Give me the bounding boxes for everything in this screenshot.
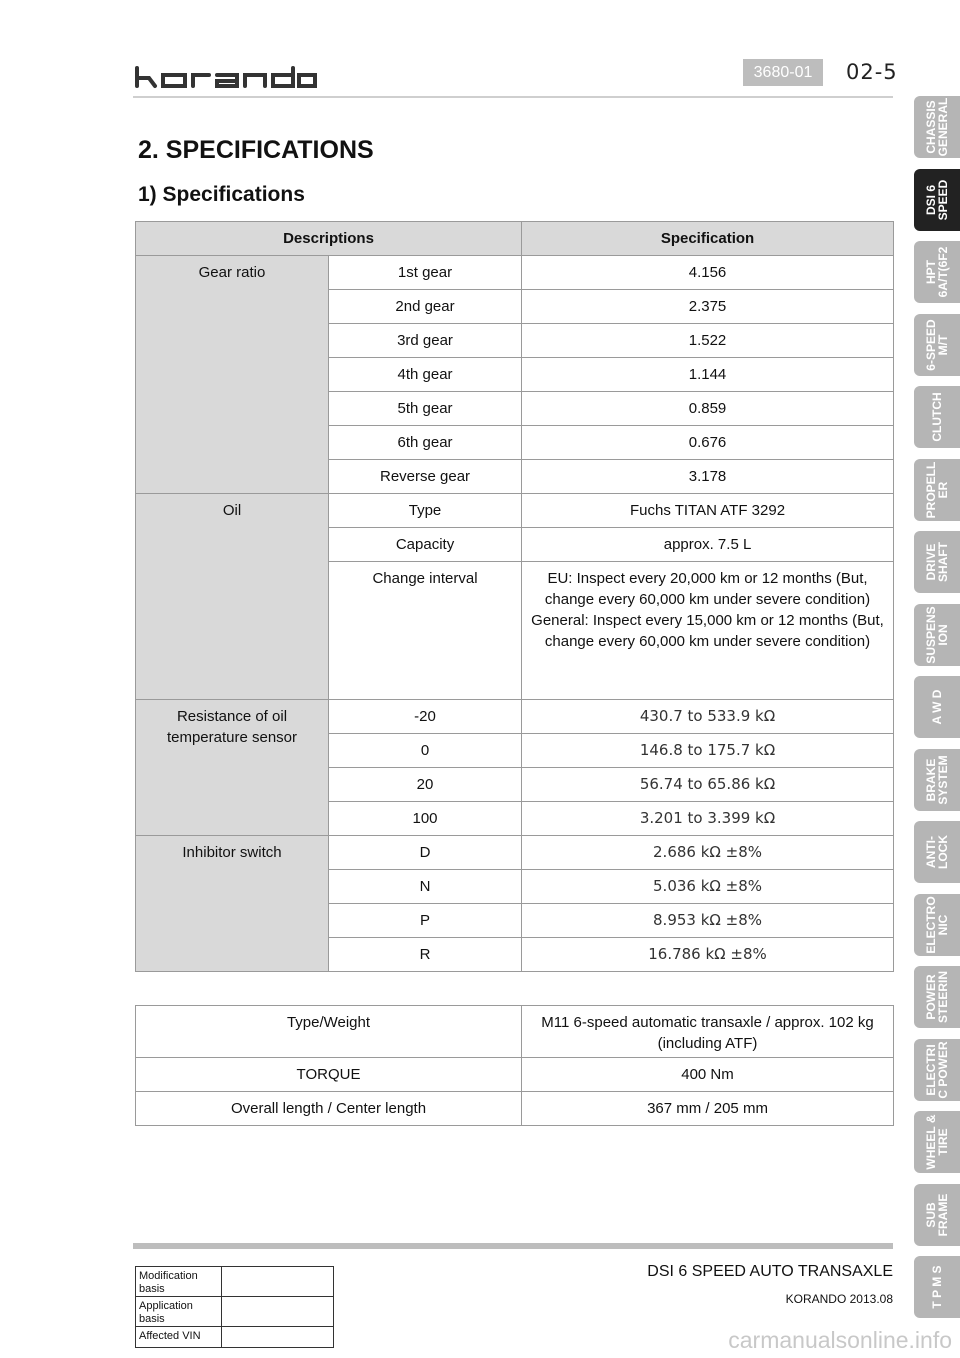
subsection-title: 1) Specifications xyxy=(138,183,305,206)
row-item: 4th gear xyxy=(329,358,522,392)
row-value: 1.144 xyxy=(522,358,894,392)
row-value: 4.156 xyxy=(522,256,894,290)
chapter-tab-label: PROPELL ER xyxy=(924,461,950,518)
table-row xyxy=(136,1092,894,1126)
chapter-tab-11[interactable] xyxy=(914,821,960,883)
chapter-tab-14[interactable] xyxy=(914,1039,960,1101)
row-item: -20 xyxy=(329,700,522,734)
chapter-tab-7[interactable] xyxy=(914,531,960,593)
row-item: 3rd gear xyxy=(329,324,522,358)
chapter-tab-13[interactable] xyxy=(914,966,960,1028)
header-specification: Specification xyxy=(522,222,894,256)
chapter-tab-5[interactable] xyxy=(914,386,960,448)
row-item: Capacity xyxy=(329,528,522,562)
row-item: R xyxy=(329,938,522,972)
chapter-tab-16[interactable] xyxy=(914,1184,960,1246)
specifications-table xyxy=(135,221,894,972)
section-title: 2. SPECIFICATIONS xyxy=(138,136,374,164)
mod-value xyxy=(222,1297,334,1327)
chapter-tab-1[interactable] xyxy=(914,96,960,158)
table-row xyxy=(136,494,894,528)
info-label: Type/Weight xyxy=(136,1006,522,1058)
row-item: 2nd gear xyxy=(329,290,522,324)
modification-table xyxy=(135,1266,334,1348)
chapter-tab-label: WHEEL & TIRE xyxy=(924,1114,950,1170)
row-value: EU: Inspect every 20,000 km or 12 months (But, change every 60,000 km under severe condition) General: Inspect every 15,000 km or 12 months (But, change every 60,000 km under severe condition) xyxy=(522,562,894,700)
chapter-tab-9[interactable] xyxy=(914,676,960,738)
chapter-tab-label: SUSPENS ION xyxy=(924,605,950,664)
mod-value xyxy=(222,1327,334,1348)
chapter-tab-label: DSI 6 SPEED xyxy=(924,179,950,220)
row-value: Fuchs TITAN ATF 3292 xyxy=(522,494,894,528)
row-value: 5.036 kΩ ±8% xyxy=(522,870,894,904)
row-item: 1st gear xyxy=(329,256,522,290)
table-row xyxy=(136,1297,334,1327)
transaxle-info-table xyxy=(135,1005,894,1126)
row-item: D xyxy=(329,836,522,870)
info-value: M11 6-speed automatic transaxle / approx. 102 kg (including ATF) xyxy=(522,1006,894,1058)
info-value: 367 mm / 205 mm xyxy=(522,1092,894,1126)
row-value: 0.676 xyxy=(522,426,894,460)
chapter-tab-label: DRIVE SHAFT xyxy=(924,542,950,582)
row-item: Reverse gear xyxy=(329,460,522,494)
row-item: 20 xyxy=(329,768,522,802)
table-row xyxy=(136,1058,894,1092)
row-value: 1.522 xyxy=(522,324,894,358)
header-divider xyxy=(133,96,893,98)
chapter-tab-label: T P M S xyxy=(930,1265,944,1309)
row-value: 0.859 xyxy=(522,392,894,426)
watermark: carmanualsonline.info xyxy=(728,1327,952,1353)
group-oil: Oil xyxy=(136,494,329,700)
info-value: 400 Nm xyxy=(522,1058,894,1092)
table-row xyxy=(136,1327,334,1348)
chapter-tab-3[interactable] xyxy=(914,241,960,303)
row-value: 146.8 to 175.7 kΩ xyxy=(522,734,894,768)
table-row xyxy=(136,836,894,870)
chapter-tab-label: A W D xyxy=(930,689,944,725)
chapter-tab-label: HPT 6A/T(6F2 xyxy=(924,246,950,298)
row-value: 3.201 to 3.399 kΩ xyxy=(522,802,894,836)
row-value: approx. 7.5 L xyxy=(522,528,894,562)
chapter-tab-8[interactable] xyxy=(914,604,960,666)
row-item: 6th gear xyxy=(329,426,522,460)
chapter-tab-label: 6-SPEED M/T xyxy=(924,318,950,371)
row-item: 0 xyxy=(329,734,522,768)
footer-subtitle: KORANDO 2013.08 xyxy=(785,1292,893,1306)
header-descriptions: Descriptions xyxy=(136,222,522,256)
chapter-tab-label: CHASSIS GENERAL xyxy=(924,97,950,157)
korando-logo xyxy=(133,62,318,92)
row-value: 2.375 xyxy=(522,290,894,324)
row-item: Change interval xyxy=(329,562,522,700)
row-value: 8.953 kΩ ±8% xyxy=(522,904,894,938)
chapter-tab-10[interactable] xyxy=(914,749,960,811)
chapter-tab-6[interactable] xyxy=(914,459,960,521)
table-row xyxy=(136,1006,894,1058)
page-code: 3680-01 xyxy=(743,59,823,86)
info-label: TORQUE xyxy=(136,1058,522,1092)
row-value: 56.74 to 65.86 kΩ xyxy=(522,768,894,802)
info-label: Overall length / Center length xyxy=(136,1092,522,1126)
row-value: 2.686 kΩ ±8% xyxy=(522,836,894,870)
row-value: 3.178 xyxy=(522,460,894,494)
footer-divider xyxy=(133,1243,893,1249)
table-header-row xyxy=(136,222,894,256)
row-item: 5th gear xyxy=(329,392,522,426)
chapter-tab-17[interactable] xyxy=(914,1256,960,1318)
group-inhibitor-switch: Inhibitor switch xyxy=(136,836,329,972)
chapter-tab-label: ANTI- LOCK xyxy=(924,835,950,869)
row-item: Type xyxy=(329,494,522,528)
chapter-tab-15[interactable] xyxy=(914,1111,960,1173)
row-item: N xyxy=(329,870,522,904)
chapter-tab-label: ELECTRI C POWER xyxy=(924,1040,950,1099)
row-item: 100 xyxy=(329,802,522,836)
row-item: P xyxy=(329,904,522,938)
table-row xyxy=(136,256,894,290)
chapter-tab-label: CLUTCH xyxy=(930,392,944,442)
mod-label: Modification basis xyxy=(136,1267,222,1297)
chapter-tab-label: SUB FRAME xyxy=(924,1193,950,1236)
group-oil-temp-sensor: Resistance of oil temperature sensor xyxy=(136,700,329,836)
row-value: 16.786 kΩ ±8% xyxy=(522,938,894,972)
row-value: 430.7 to 533.9 kΩ xyxy=(522,700,894,734)
table-row xyxy=(136,1267,334,1297)
group-gear-ratio: Gear ratio xyxy=(136,256,329,494)
page-number: 02-5 xyxy=(846,60,898,84)
chapter-tab-12[interactable] xyxy=(914,894,960,956)
chapter-tab-4[interactable] xyxy=(914,314,960,376)
table-row xyxy=(136,700,894,734)
footer-title: DSI 6 SPEED AUTO TRANSAXLE xyxy=(647,1263,893,1280)
mod-value xyxy=(222,1267,334,1297)
mod-label: Affected VIN xyxy=(136,1327,222,1348)
chapter-tab-label: ELECTRO NIC xyxy=(924,895,950,954)
chapter-tab-2[interactable] xyxy=(914,169,960,231)
chapter-tab-label: POWER STEERIN xyxy=(924,971,950,1024)
chapter-tab-label: BRAKE SYSTEM xyxy=(924,754,950,805)
mod-label: Application basis xyxy=(136,1297,222,1327)
